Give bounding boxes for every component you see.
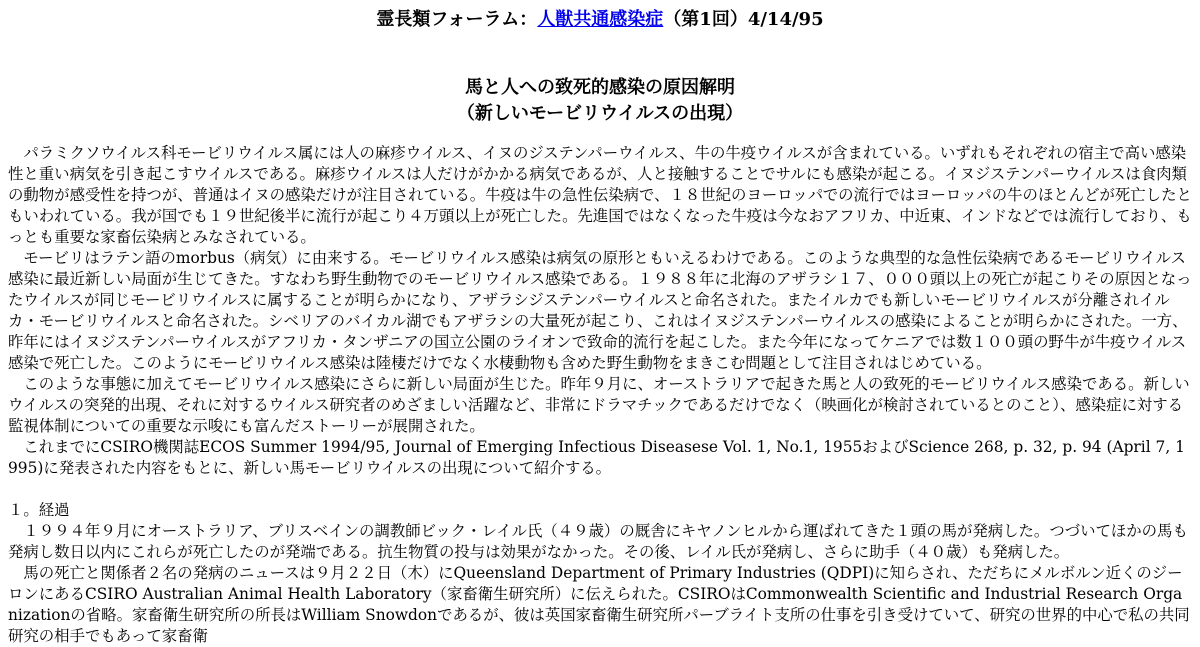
article-title (8, 75, 1192, 127)
body-paragraph: これまでにCSIRO機関誌ECOS Summer 1994/95, Journal of Emerging Infectious Diseasese Vol. 1, No.1, 1955およびScience 268, p. 32, p. 94 (April 7, 1995)に発表された内容をもとに、新しい馬モービリウイルスの出現について紹介する。 (8, 438, 1185, 477)
body-paragraph: パラミクソウイルス科モービリウイルス属には人の麻疹ウイルス、イヌのジステンパーウイルス、牛の牛疫ウイルスが含まれている。いずれもそれぞれの宿主で高い感染性と重い病気を引き起こすウイルスである。麻疹ウイルスは人だけがかかる病気であるが、人と接触することでサルにも感染が起こる。イヌジステンパーウイルスは食肉類の動物が感受性を持つが、普通はイヌの感染だけが注目されている。牛疫は牛の急性伝染病で、１８世紀のヨーロッパでの流行ではヨーロッパの牛のほとんどが死亡したともいわれている。我が国でも１９世紀後半に流行が起こり４万頭以上が死亡した。先進国ではなくなった牛疫は今なおアフリカ、中近東、インドなどでは流行しており、もっとも重要な家畜伝染病とみなされている。 (8, 144, 1192, 246)
forum-header (8, 8, 1192, 32)
section-heading: １。経過 (8, 501, 70, 519)
document-page (8, 8, 1192, 647)
body-paragraph: モービリはラテン語のmorbus（病気）に由来する。モービリウイルス感染は病気の原形ともいえるわけである。このような典型的な急性伝染病であるモービリウイルス感染に最近新しい局面が生じてきた。すなわち野生動物でのモービリウイルス感染である。１９８８年に北海のアザラシ１７、０００頭以上の死亡が起こりその原因となったウイルスが同じモービリウイルスに属することが明らかになり、アザラシジステンパーウイルスと命名された。またイルカでも新しいモービリウイルスが分離されイルカ・モービリウイルスと命名された。シベリアのバイカル湖でもアザラシの大量死が起こり、これはイヌジステンパーウイルスの感染によることが明らかにされた。一方、昨年にはイヌジステンパーウイルスがアフリカ・タンザニアの国立公園のライオンで致命的流行を起こした。また今年になってケニアでは数１００頭の野牛が牛疫ウイルス感染で死亡した。このようにモービリウイルス感染は陸棲だけでなく水棲動物も含めた野生動物をまきこむ問題として注目されはじめている。 (8, 249, 1192, 372)
article-title-sub: （新しいモービリウイルスの出現） (456, 103, 744, 124)
forum-header-prefix: 霊長類フォーラム： (376, 9, 538, 30)
body-paragraph: このような事態に加えてモービリウイルス感染にさらに新しい局面が生じた。昨年９月に、オーストラリアで起きた馬と人の致死的モービリウイルス感染である。新しいウイルスの突発的出現、それに対するウイルス研究者のめざましい活躍など、非常にドラマチックであるだけでなく（映画化が検討されているとのこと）、感染症に対する監視体制についての重要な示唆にも富んだストーリーが展開された。 (8, 375, 1190, 435)
section-spacer (8, 479, 1192, 500)
forum-header-suffix: （第1回）4/14/95 (663, 9, 824, 30)
article-title-main: 馬と人への致死的感染の原因解明 (465, 77, 735, 98)
body-paragraph: 馬の死亡と関係者２名の発病のニュースは９月２２日（木）にQueensland Department of Primary Industries (QDPI)に知らされ、ただちにメルボルン近くのジーロンにあるCSIRO Australian Animal Health Laboratory（家畜衛生研究所）に伝えられた。CSIROはCommonwealth Scientific and Industrial Research Organizationの省略。家畜衛生研究所の所長はWilliam Snowdonであるが、彼は英国家畜衛生研究所パーブライト支所の仕事を引き受けていて、研究の世界的中心で私の共同研究の相手でもあって家畜衛 (8, 564, 1190, 645)
body-paragraph: １９９４年９月にオーストラリア、ブリスベインの調教師ビック・レイル氏（４９歳）の厩舎にキヤノンヒルから運ばれてきた１頭の馬が発病した。つづいてほかの馬も発病し数日以内にこれらが死亡したのが発端である。抗生物質の投与は効果がなかった。その後、レイル氏が発病し、さらに助手（４０歳）も発病した。 (8, 522, 1188, 561)
topic-link[interactable]: 人獣共通感染症 (537, 9, 664, 30)
